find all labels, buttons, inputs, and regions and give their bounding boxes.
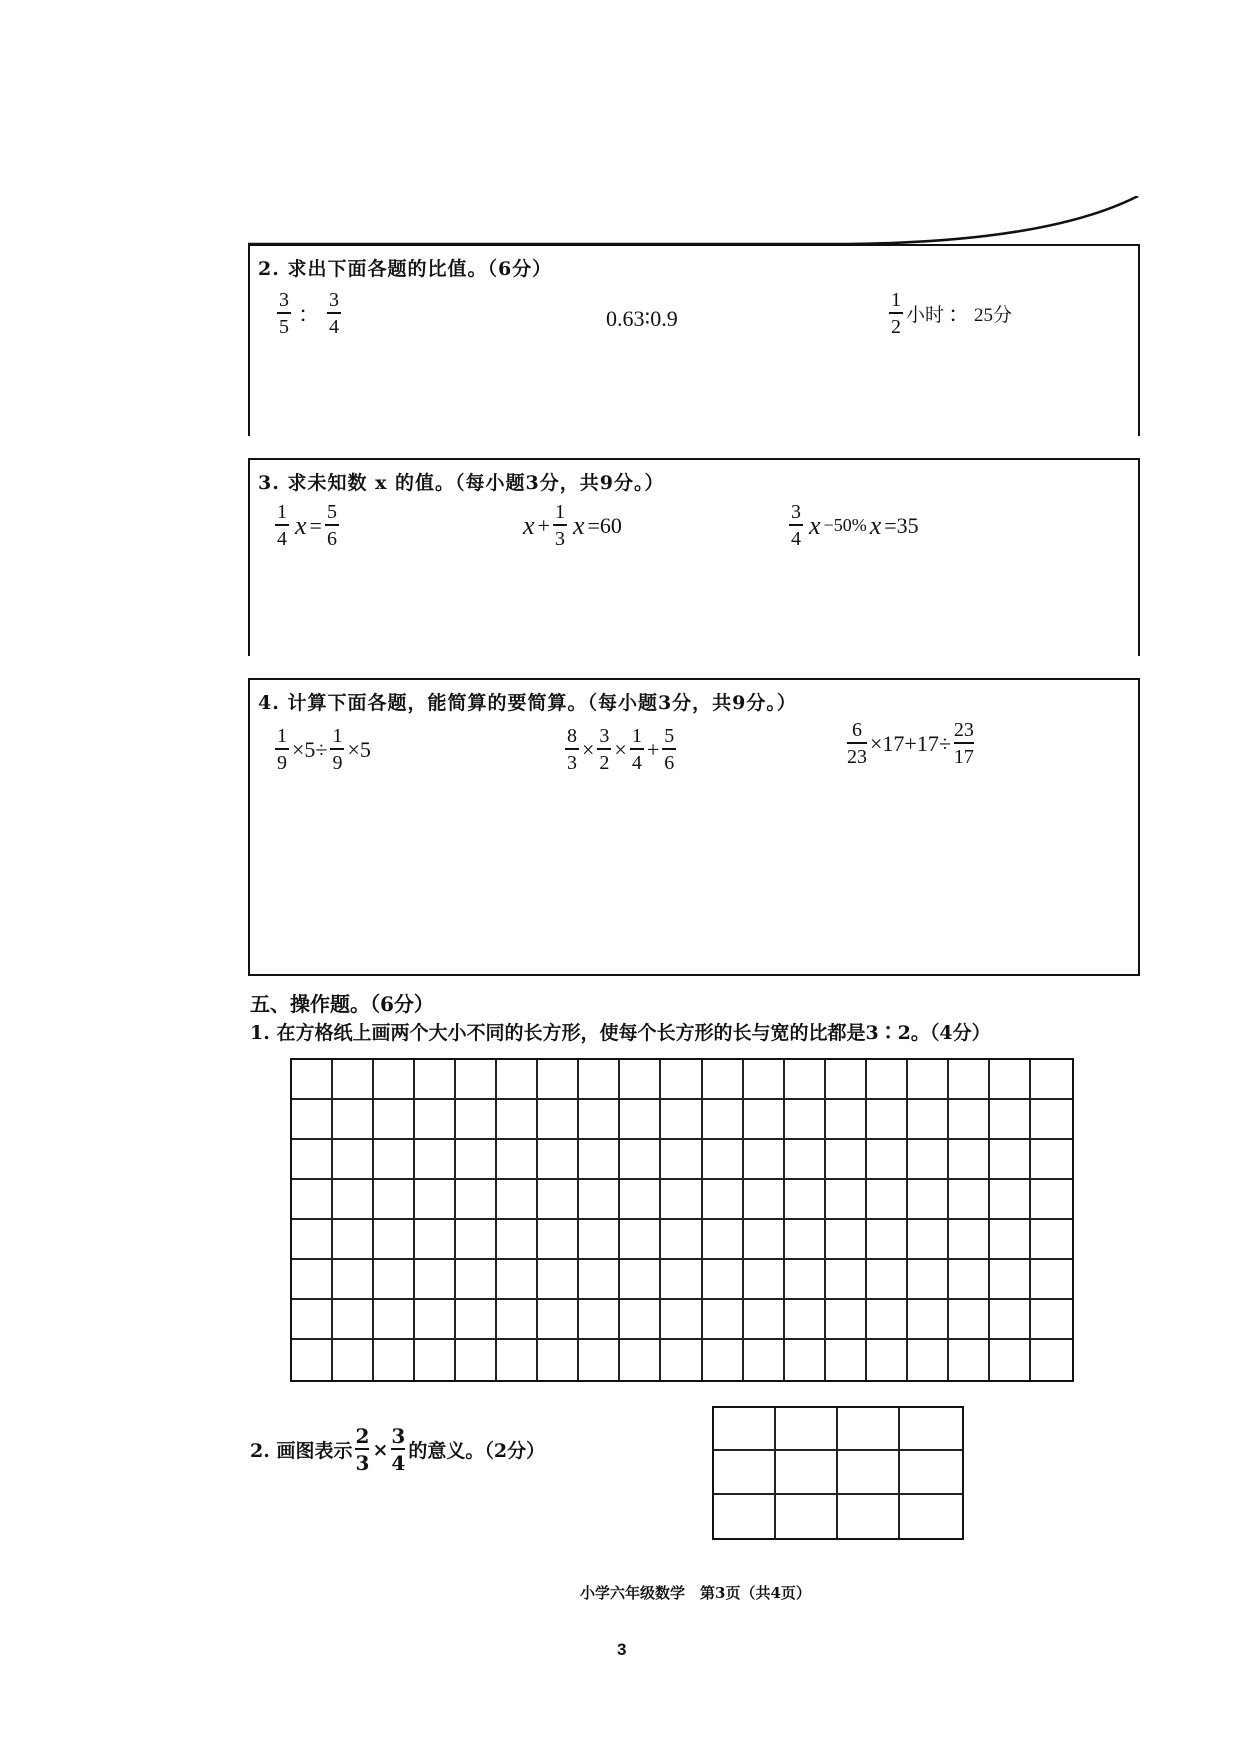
grid-cell[interactable] xyxy=(776,1451,838,1494)
grid-cell[interactable] xyxy=(374,1220,415,1260)
grid-cell[interactable] xyxy=(538,1140,579,1180)
grid-cell[interactable] xyxy=(744,1220,785,1260)
grid-cell[interactable] xyxy=(456,1220,497,1260)
grid-cell[interactable] xyxy=(744,1060,785,1100)
grid-cell[interactable] xyxy=(949,1220,990,1260)
grid-cell[interactable] xyxy=(900,1451,962,1494)
grid-cell[interactable] xyxy=(456,1100,497,1140)
calc-problem-2: $\frac{8}{3}$ × $\frac{3}{2}$ × $\frac{1}{4}$ + $\frac{5}{6}$ xyxy=(567,725,675,774)
grid-cell[interactable] xyxy=(415,1340,456,1380)
grid-cell[interactable] xyxy=(908,1300,949,1340)
grid-cell[interactable] xyxy=(949,1300,990,1340)
grid-cell[interactable] xyxy=(826,1060,867,1100)
grid-cell[interactable] xyxy=(374,1340,415,1380)
grid-cell[interactable] xyxy=(908,1100,949,1140)
grid-cell[interactable] xyxy=(744,1140,785,1180)
grid-cell[interactable] xyxy=(661,1260,702,1300)
grid-cell[interactable] xyxy=(908,1060,949,1100)
grid-cell[interactable] xyxy=(867,1140,908,1180)
grid-cell[interactable] xyxy=(900,1408,962,1451)
question-3-box xyxy=(248,458,1140,656)
grid-cell[interactable] xyxy=(703,1220,744,1260)
grid-cell[interactable] xyxy=(415,1060,456,1100)
grid-cell[interactable] xyxy=(714,1408,776,1451)
grid-cell[interactable] xyxy=(579,1060,620,1100)
grid-cell[interactable] xyxy=(776,1408,838,1451)
grid-cell[interactable] xyxy=(456,1300,497,1340)
page-number: 3 xyxy=(617,1640,627,1659)
grid-cell[interactable] xyxy=(333,1180,374,1220)
grid-cell[interactable] xyxy=(333,1060,374,1100)
grid-cell[interactable] xyxy=(1031,1220,1072,1260)
grid-cell[interactable] xyxy=(867,1100,908,1140)
equation-3: $\frac{3}{4}$ x −50% x =35 xyxy=(791,501,919,550)
grid-cell[interactable] xyxy=(826,1220,867,1260)
grid-cell[interactable] xyxy=(579,1260,620,1300)
grid-cell[interactable] xyxy=(908,1140,949,1180)
grid-cell[interactable] xyxy=(1031,1060,1072,1100)
grid-cell[interactable] xyxy=(785,1180,826,1220)
grid-cell[interactable] xyxy=(620,1180,661,1220)
grid-cell[interactable] xyxy=(949,1060,990,1100)
grid-cell[interactable] xyxy=(867,1180,908,1220)
grid-cell[interactable] xyxy=(497,1220,538,1260)
grid-cell[interactable] xyxy=(538,1260,579,1300)
grid-cell[interactable] xyxy=(1031,1100,1072,1140)
page-curl-edge xyxy=(248,196,1140,246)
ratio-problem-2: 0.63∶0.9 xyxy=(606,306,678,331)
equation-2: x + $\frac{1}{3}$ x =60 xyxy=(523,501,622,550)
grid-paper-small[interactable] xyxy=(712,1406,964,1540)
grid-cell[interactable] xyxy=(826,1140,867,1180)
question-4-title: 4. 计算下面各题，能简算的要简算。（每小题3分，共9分。） xyxy=(258,692,797,714)
grid-cell[interactable] xyxy=(620,1140,661,1180)
grid-cell[interactable] xyxy=(744,1300,785,1340)
grid-cell[interactable] xyxy=(949,1340,990,1380)
grid-cell[interactable] xyxy=(661,1100,702,1140)
grid-cell[interactable] xyxy=(333,1340,374,1380)
grid-cell[interactable] xyxy=(538,1180,579,1220)
grid-cell[interactable] xyxy=(374,1140,415,1180)
grid-cell[interactable] xyxy=(374,1180,415,1220)
equation-1: $\frac{1}{4}$ x = $\frac{5}{6}$ xyxy=(277,501,337,550)
grid-cell[interactable] xyxy=(1031,1260,1072,1300)
grid-cell[interactable] xyxy=(456,1060,497,1100)
grid-cell[interactable] xyxy=(374,1100,415,1140)
section-5-question-2: 2. 画图表示 $\frac{2}{3}$ × $\frac{3}{4}$ 的意义。（2分） xyxy=(250,1424,546,1475)
page-footer: 小学六年级数学 第3页（共4页） xyxy=(580,1584,811,1602)
grid-cell[interactable] xyxy=(579,1180,620,1220)
grid-cell[interactable] xyxy=(867,1340,908,1380)
grid-cell[interactable] xyxy=(867,1060,908,1100)
grid-cell[interactable] xyxy=(908,1220,949,1260)
grid-cell[interactable] xyxy=(990,1060,1031,1100)
ratio-problem-3: $\frac{1}{2}$ 小时 ： 25分 xyxy=(891,289,1013,338)
grid-cell[interactable] xyxy=(415,1300,456,1340)
grid-cell[interactable] xyxy=(415,1220,456,1260)
grid-cell[interactable] xyxy=(292,1100,333,1140)
grid-cell[interactable] xyxy=(785,1060,826,1100)
grid-cell[interactable] xyxy=(990,1340,1031,1380)
calc-problem-3: $\frac{6}{23}$ ×17+17÷ $\frac{23}{17}$ xyxy=(847,719,974,768)
grid-cell[interactable] xyxy=(838,1408,900,1451)
grid-cell[interactable] xyxy=(538,1220,579,1260)
question-3-title: 3. 求未知数 x 的值。（每小题3分，共9分。） xyxy=(258,472,665,494)
grid-cell[interactable] xyxy=(703,1260,744,1300)
grid-cell[interactable] xyxy=(1031,1340,1072,1380)
grid-cell[interactable] xyxy=(785,1300,826,1340)
grid-cell[interactable] xyxy=(497,1260,538,1300)
grid-cell[interactable] xyxy=(620,1100,661,1140)
grid-cell[interactable] xyxy=(867,1260,908,1300)
grid-cell[interactable] xyxy=(661,1180,702,1220)
grid-cell[interactable] xyxy=(949,1100,990,1140)
grid-cell[interactable] xyxy=(497,1340,538,1380)
grid-cell[interactable] xyxy=(714,1451,776,1494)
grid-cell[interactable] xyxy=(703,1340,744,1380)
grid-cell[interactable] xyxy=(333,1140,374,1180)
grid-cell[interactable] xyxy=(415,1180,456,1220)
grid-cell[interactable] xyxy=(456,1340,497,1380)
grid-cell[interactable] xyxy=(538,1340,579,1380)
ratio-problem-1: $\frac{3}{5}$ ： $\frac{3}{4}$ xyxy=(279,289,340,338)
grid-cell[interactable] xyxy=(292,1180,333,1220)
grid-cell[interactable] xyxy=(538,1300,579,1340)
grid-cell[interactable] xyxy=(949,1260,990,1300)
grid-cell[interactable] xyxy=(579,1300,620,1340)
grid-cell[interactable] xyxy=(661,1220,702,1260)
grid-cell[interactable] xyxy=(908,1340,949,1380)
grid-cell[interactable] xyxy=(579,1220,620,1260)
grid-cell[interactable] xyxy=(826,1300,867,1340)
grid-cell[interactable] xyxy=(620,1340,661,1380)
grid-cell[interactable] xyxy=(538,1100,579,1140)
grid-cell[interactable] xyxy=(497,1180,538,1220)
grid-cell[interactable] xyxy=(333,1220,374,1260)
section-5-question-1: 1. 在方格纸上画两个大小不同的长方形，使每个长方形的长与宽的比都是3∶2。（4分） xyxy=(250,1022,991,1044)
question-4-box xyxy=(248,678,1140,976)
grid-cell[interactable] xyxy=(703,1300,744,1340)
grid-cell[interactable] xyxy=(990,1220,1031,1260)
grid-cell[interactable] xyxy=(579,1140,620,1180)
grid-cell[interactable] xyxy=(714,1495,776,1538)
grid-cell[interactable] xyxy=(333,1260,374,1300)
grid-cell[interactable] xyxy=(661,1300,702,1340)
grid-cell[interactable] xyxy=(497,1060,538,1100)
grid-cell[interactable] xyxy=(867,1220,908,1260)
grid-cell[interactable] xyxy=(949,1180,990,1220)
grid-cell[interactable] xyxy=(415,1140,456,1180)
grid-cell[interactable] xyxy=(703,1100,744,1140)
grid-cell[interactable] xyxy=(900,1495,962,1538)
grid-cell[interactable] xyxy=(990,1260,1031,1300)
grid-cell[interactable] xyxy=(990,1300,1031,1340)
grid-cell[interactable] xyxy=(744,1180,785,1220)
grid-cell[interactable] xyxy=(949,1140,990,1180)
grid-cell[interactable] xyxy=(703,1140,744,1180)
grid-cell[interactable] xyxy=(620,1300,661,1340)
grid-cell[interactable] xyxy=(1031,1300,1072,1340)
grid-cell[interactable] xyxy=(1031,1180,1072,1220)
grid-cell[interactable] xyxy=(456,1180,497,1220)
grid-cell[interactable] xyxy=(826,1180,867,1220)
grid-cell[interactable] xyxy=(776,1495,838,1538)
grid-cell[interactable] xyxy=(415,1100,456,1140)
grid-cell[interactable] xyxy=(703,1180,744,1220)
grid-cell[interactable] xyxy=(867,1300,908,1340)
grid-cell[interactable] xyxy=(785,1220,826,1260)
grid-cell[interactable] xyxy=(497,1140,538,1180)
grid-cell[interactable] xyxy=(908,1180,949,1220)
grid-cell[interactable] xyxy=(785,1340,826,1380)
grid-cell[interactable] xyxy=(744,1260,785,1300)
section-5-title: 五、操作题。（6分） xyxy=(250,992,434,1016)
grid-cell[interactable] xyxy=(415,1260,456,1300)
grid-cell[interactable] xyxy=(292,1300,333,1340)
grid-cell[interactable] xyxy=(703,1060,744,1100)
grid-cell[interactable] xyxy=(374,1300,415,1340)
grid-cell[interactable] xyxy=(838,1495,900,1538)
grid-cell[interactable] xyxy=(661,1140,702,1180)
grid-cell[interactable] xyxy=(785,1260,826,1300)
grid-cell[interactable] xyxy=(538,1060,579,1100)
grid-cell[interactable] xyxy=(620,1220,661,1260)
grid-cell[interactable] xyxy=(661,1340,702,1380)
grid-cell[interactable] xyxy=(497,1100,538,1140)
grid-cell[interactable] xyxy=(579,1100,620,1140)
grid-cell[interactable] xyxy=(990,1180,1031,1220)
grid-cell[interactable] xyxy=(579,1340,620,1380)
grid-cell[interactable] xyxy=(292,1060,333,1100)
grid-cell[interactable] xyxy=(292,1140,333,1180)
grid-cell[interactable] xyxy=(826,1340,867,1380)
calc-problem-1: $\frac{1}{9}$ ×5÷ $\frac{1}{9}$ ×5 xyxy=(277,725,371,774)
grid-cell[interactable] xyxy=(374,1260,415,1300)
grid-cell[interactable] xyxy=(456,1140,497,1180)
grid-cell[interactable] xyxy=(620,1260,661,1300)
grid-cell[interactable] xyxy=(292,1340,333,1380)
grid-cell[interactable] xyxy=(374,1060,415,1100)
grid-cell[interactable] xyxy=(826,1100,867,1140)
grid-cell[interactable] xyxy=(333,1300,374,1340)
grid-cell[interactable] xyxy=(292,1220,333,1260)
grid-cell[interactable] xyxy=(744,1100,785,1140)
grid-cell[interactable] xyxy=(826,1260,867,1300)
grid-cell[interactable] xyxy=(744,1340,785,1380)
grid-cell[interactable] xyxy=(292,1260,333,1300)
question-2-box xyxy=(248,244,1140,436)
grid-cell[interactable] xyxy=(908,1260,949,1300)
grid-paper-large[interactable] xyxy=(290,1058,1074,1382)
grid-cell[interactable] xyxy=(785,1140,826,1180)
grid-cell[interactable] xyxy=(333,1100,374,1140)
grid-cell[interactable] xyxy=(990,1100,1031,1140)
grid-cell[interactable] xyxy=(838,1451,900,1494)
grid-cell[interactable] xyxy=(456,1260,497,1300)
grid-cell[interactable] xyxy=(620,1060,661,1100)
grid-cell[interactable] xyxy=(1031,1140,1072,1180)
grid-cell[interactable] xyxy=(785,1100,826,1140)
grid-cell[interactable] xyxy=(497,1300,538,1340)
grid-cell[interactable] xyxy=(990,1140,1031,1180)
grid-cell[interactable] xyxy=(661,1060,702,1100)
question-2-title: 2. 求出下面各题的比值。（6分） xyxy=(258,258,553,280)
